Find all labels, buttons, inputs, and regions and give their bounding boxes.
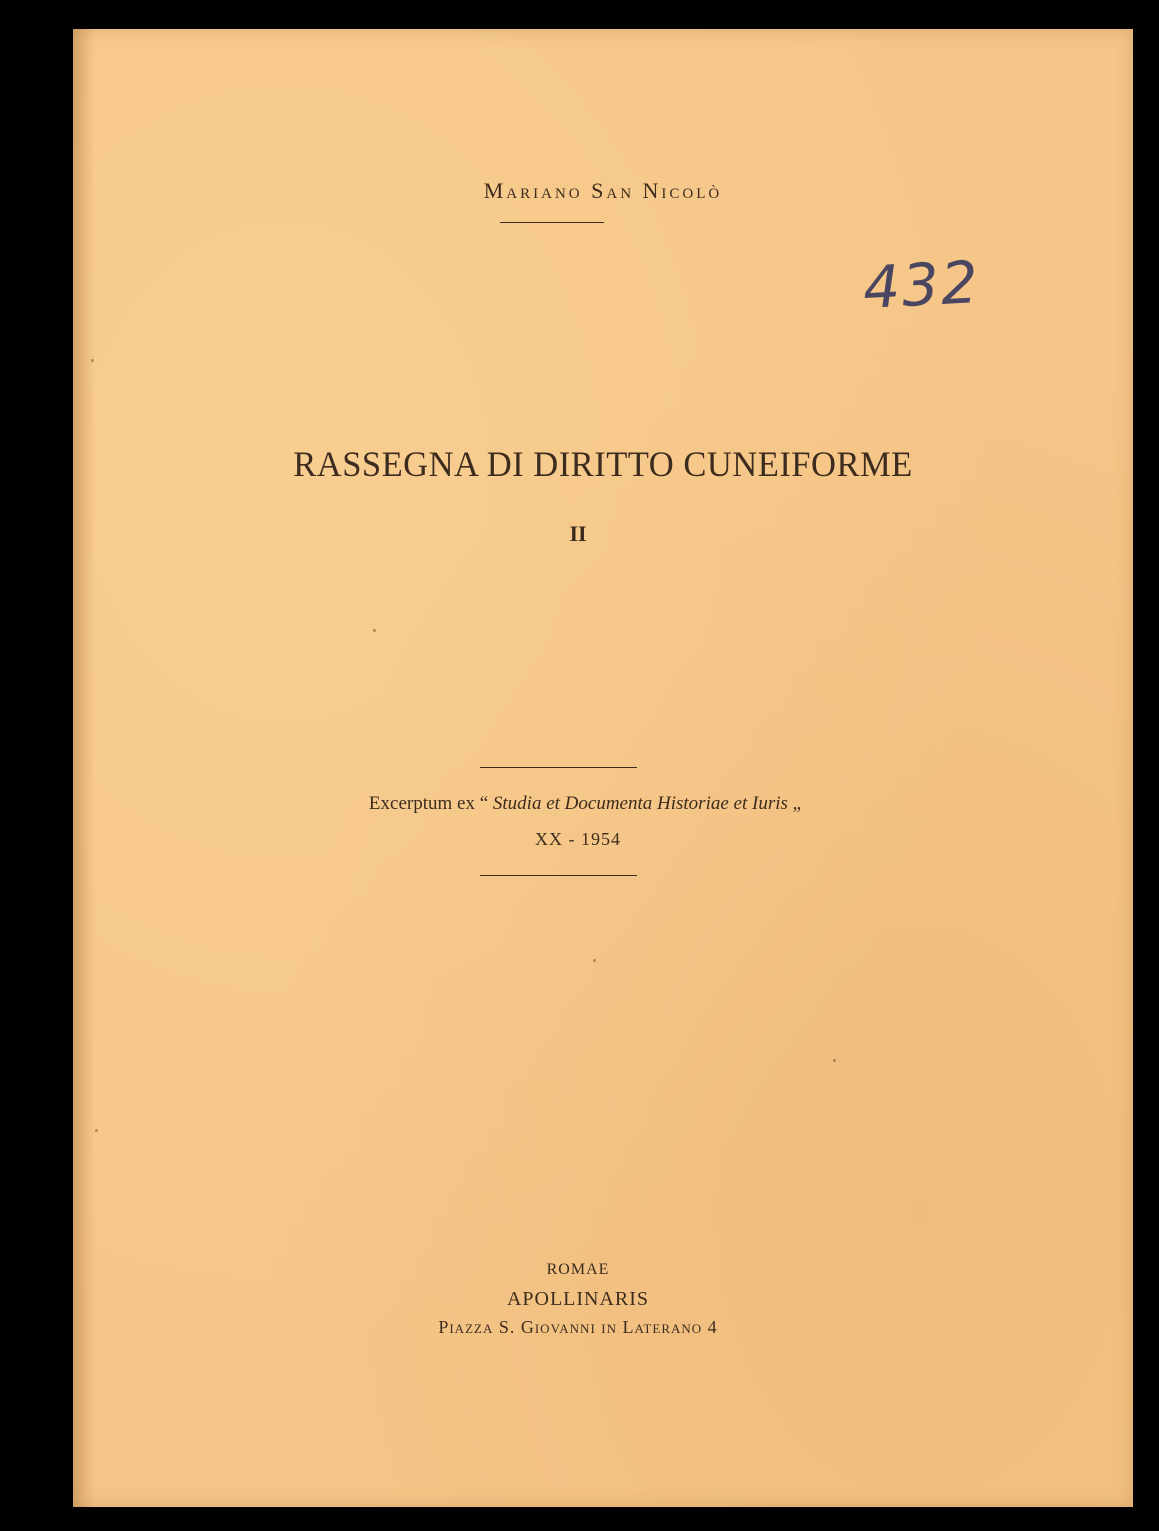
- paper-speck: [593, 959, 596, 962]
- excerpt-open-quote: “: [479, 793, 489, 814]
- pamphlet-cover: [73, 29, 1133, 1507]
- document-title: RASSEGNA DI DIRITTO CUNEIFORME: [293, 444, 913, 484]
- handwritten-number: 432: [861, 247, 982, 323]
- journal-name: Studia et Documenta Historiae et Iuris: [492, 793, 788, 814]
- volume-number: II: [569, 521, 587, 546]
- issue-year: XX - 1954: [535, 829, 621, 849]
- imprint-city: ROMAE: [546, 1261, 610, 1278]
- imprint-address: Piazza S. Giovanni in Laterano 4: [438, 1317, 718, 1337]
- excerpt-prefix: Excerptum ex: [368, 793, 480, 814]
- author-divider: [500, 222, 604, 223]
- author-name: Mariano San Nicolò: [483, 178, 723, 203]
- imprint-publisher: APOLLINARIS: [506, 1288, 650, 1310]
- paper-speck: [833, 1059, 836, 1062]
- spine-shadow: [73, 29, 95, 1507]
- excerpt-close-quote: „: [787, 793, 802, 814]
- paper-speck: [95, 1129, 98, 1132]
- paper-speck: [91, 359, 94, 362]
- excerpt-divider-top: [480, 767, 637, 768]
- excerpt-divider-bottom: [480, 875, 637, 876]
- paper-speck: [373, 629, 376, 632]
- excerpt-line: [55, 793, 1115, 815]
